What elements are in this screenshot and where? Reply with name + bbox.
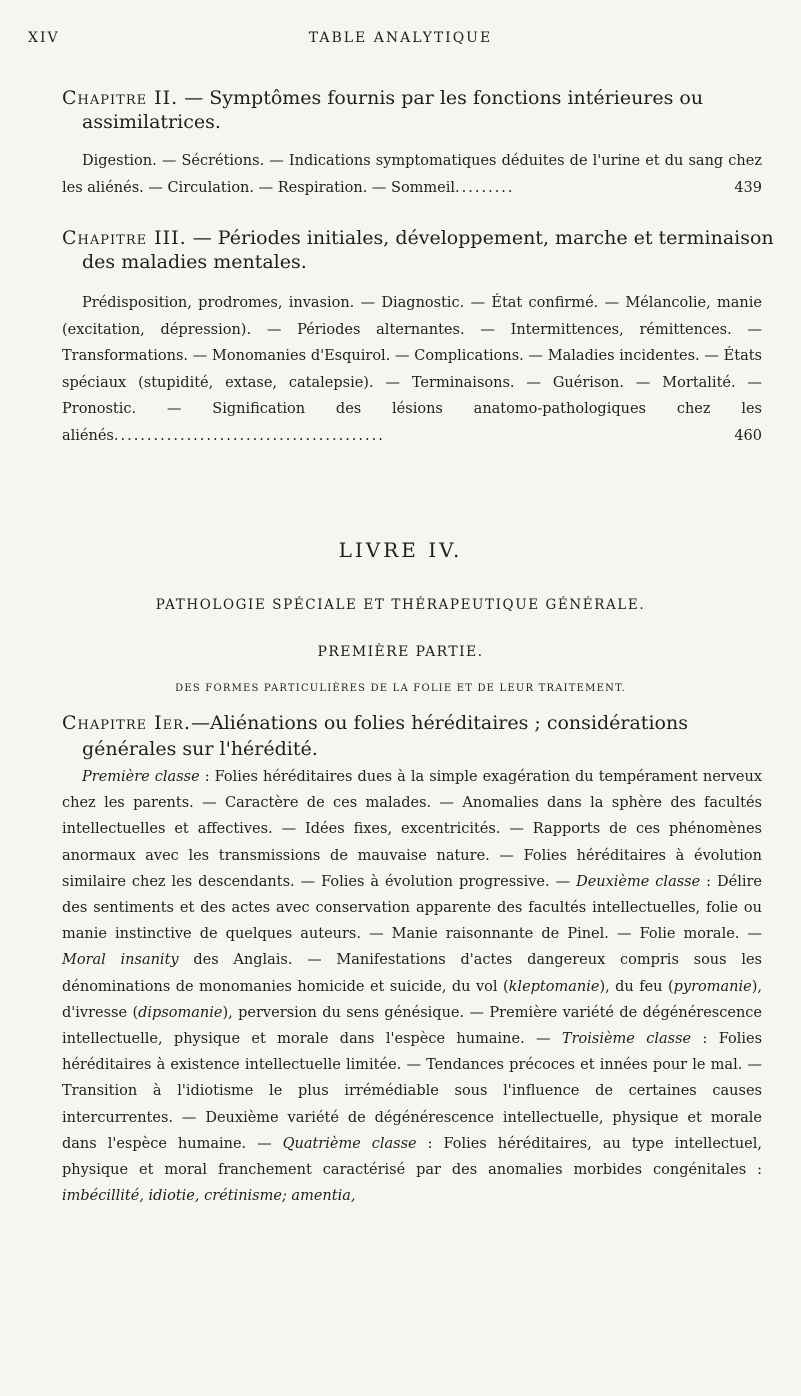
dot-leader: ......................................... <box>113 427 385 444</box>
part-heading: PREMIÈRE PARTIE. <box>317 644 484 660</box>
pyromanie-term: pyromanie <box>673 978 752 995</box>
chapter-i-heading <box>62 710 782 762</box>
running-head <box>0 30 801 50</box>
class-2-label: Deuxième classe <box>576 873 701 890</box>
summary-text: des Anglais. — Manifestations d'actes dangereux compris sous les dénominations de monomanies homicide et suicide, du vol ( <box>62 952 762 995</box>
summary-text: ), du feu ( <box>599 978 674 995</box>
moral-insanity-term: Moral insanity <box>62 952 179 969</box>
chapter-ii-page: 439 <box>734 179 762 196</box>
part-subtitle: DES FORMES PARTICULIÈRES DE LA FOLIE ET DE LEUR TRAITEMENT. <box>175 683 626 694</box>
chapter-ii-heading <box>62 86 782 134</box>
chapter-i-title: —Aliénations ou folies héréditaires ; considérations générales sur l'hérédité. <box>82 712 688 760</box>
chapter-iii-page: 460 <box>734 427 762 444</box>
chapter-iii-title: — Périodes initiales, développement, marche et terminaison des maladies mentales. <box>82 227 774 273</box>
summary-text: : Délire des sentiments et des actes avec conservation apparente des facultés intellectuelles, folie ou manie instinctive de quelques auteurs. — Manie raisonnante de Pinel. — Folie morale. — <box>62 873 763 943</box>
summary-text: : Folies héréditaires dues à la simple exagération du tempérament nerveux chez les parents. — Caractère de ces malades. — Anomalies dans la sphère des facultés intellectuelles et affectives. — Idées fixes, excentricités. — Rapports de ces phénomènes anormaux avec les transmissions de mauvaise nature. — Folies héréditaires à évolution similaire chez les descendants. — Folies à évolution progressive. — <box>62 769 762 890</box>
running-head-title: TABLE ANALYTIQUE <box>308 30 493 46</box>
class-1-label: Première classe <box>82 769 200 785</box>
summary-text: : Folies héréditaires à existence intellectuelle limitée. — Tendances précoces et innées pour le mal. — Transition à l'idiotisme le plus irrémédiable sous l'influence de certaines causes intercurrentes. — Deuxième variété de dégénérescence intellectuelle, physique et morale dans l'espèce humaine. — <box>62 1031 763 1152</box>
chapter-iii-label: Chapitre III. <box>62 227 187 249</box>
class-3-label: Troisième classe <box>561 1031 692 1048</box>
summary-text: ), d'ivresse ( <box>62 978 762 1021</box>
chapter-ii-summary-text: Digestion. — Sécrétions. — Indications symptomatiques déduites de l'urine et du sang chez les aliénés. — Circulation. — Respiration. — Sommeil <box>62 153 762 196</box>
chapter-i-summary <box>62 764 762 1209</box>
book-subtitle: PATHOLOGIE SPÉCIALE ET THÉRAPEUTIQUE GÉNÉRALE. <box>155 597 646 613</box>
summary-text: : Folies héréditaires, au type intellectuel, physique et moral franchement caractérisé par des anomalies morbides congénitales : <box>62 1135 763 1179</box>
chapter-ii-label: Chapitre II. <box>62 87 179 109</box>
summary-text: ), perversion du sens génésique. — Première variété de dégénérescence intellectuelle, physique et morale dans l'espèce humaine. — <box>62 1004 762 1048</box>
kleptomanie-term: kleptomanie <box>508 978 600 995</box>
chapter-ii-title: — Symptômes fournis par les fonctions intérieures ou assimilatrices. <box>82 87 704 133</box>
chapter-iii-summary <box>62 290 762 449</box>
class-4-label: Quatrième classe <box>282 1135 417 1152</box>
congenital-terms: imbécillité, idiotie, crétinisme; amentia, <box>62 1188 356 1205</box>
chapter-ii-summary <box>62 148 762 201</box>
dipsomanie-term: dipsomanie <box>138 1004 223 1021</box>
chapter-iii-summary-text: Prédisposition, prodromes, invasion. — Diagnostic. — État confirmé. — Mélancolie, manie (excitation, dépression). — Périodes alternantes. — Intermittences, rémittences. — Transformations. — Monomanies d'Esquirol. — Complications. — Maladies incidentes. — États spéciaux (stupidité, extase, catalepsie). — Terminaisons. — Guérison. — Mortalité. — Pronostic. — Signification des lésions anatomo-pathologiques chez les aliénés <box>62 295 762 444</box>
book-heading: LIVRE IV. <box>338 538 463 562</box>
dot-leader: ......... <box>455 179 515 196</box>
page-number: XIV <box>28 30 60 46</box>
chapter-i-label: Chapitre Ier. <box>62 712 191 734</box>
chapter-iii-heading <box>62 226 782 274</box>
